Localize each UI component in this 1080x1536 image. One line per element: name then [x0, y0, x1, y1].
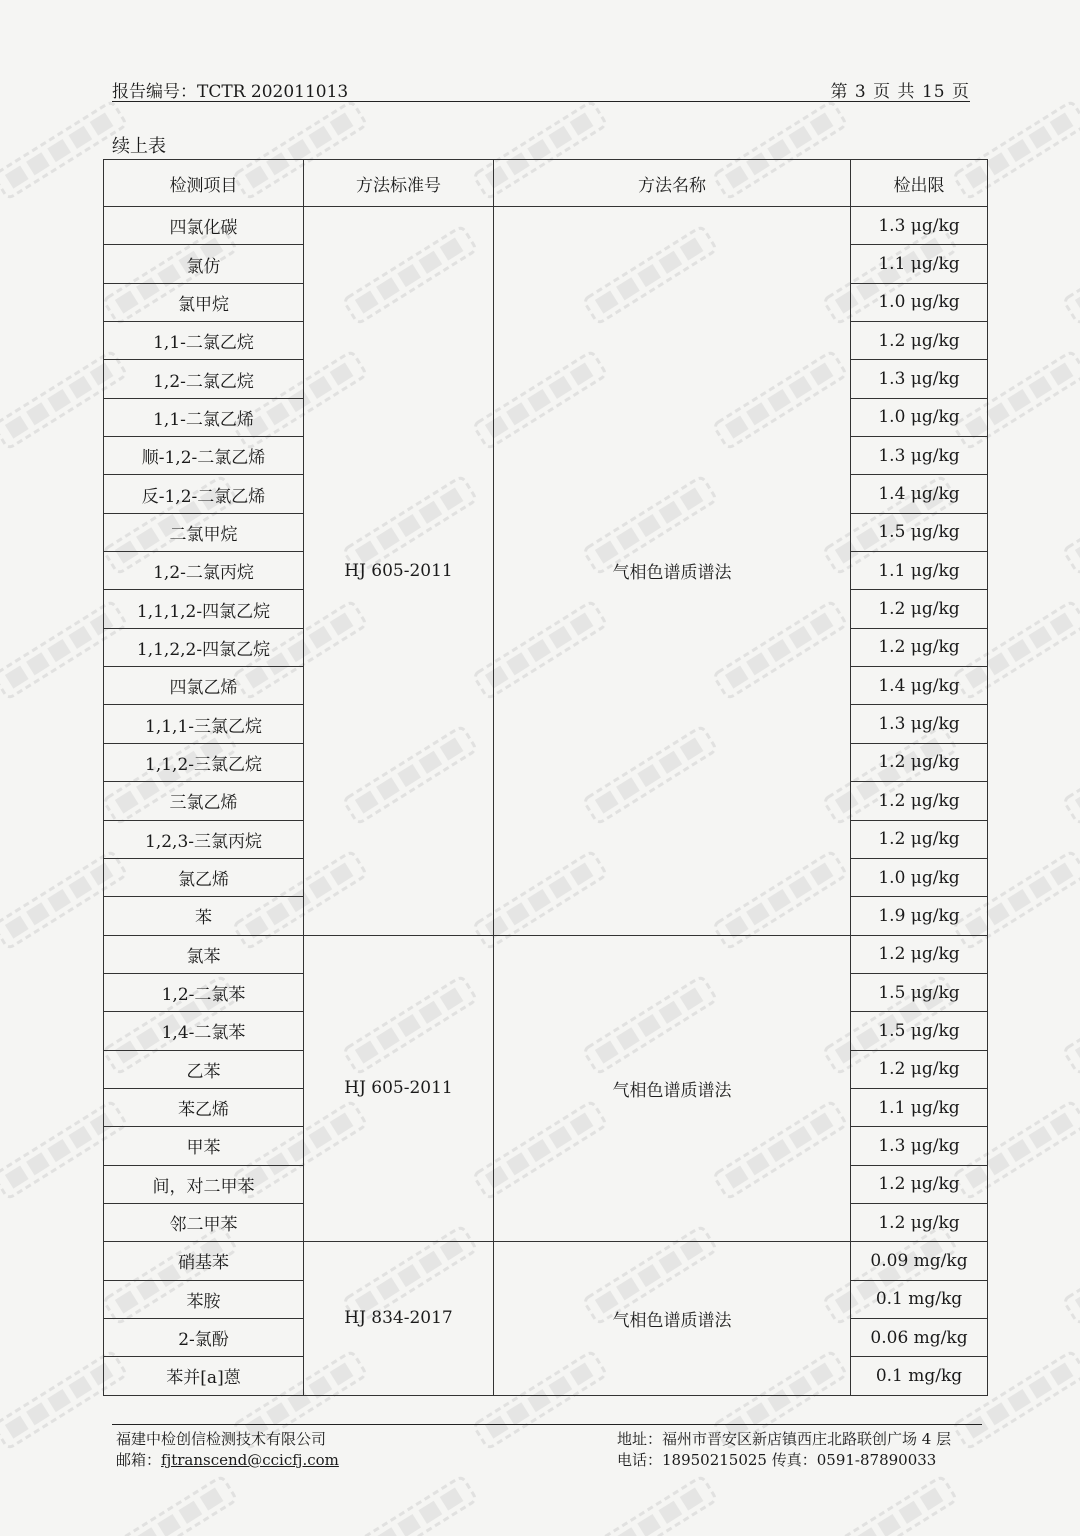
- cell-limit: 1.3 μg/kg: [851, 207, 988, 245]
- cell-item: 苯乙烯: [104, 1088, 304, 1126]
- cell-item: 三氯乙烯: [104, 782, 304, 820]
- cell-standard: HJ 605-2011: [304, 935, 494, 1242]
- watermark-stamp: [1063, 226, 1080, 324]
- cell-limit: 1.2 μg/kg: [851, 628, 988, 666]
- cell-item: 1,1,1,2-四氯乙烷: [104, 590, 304, 628]
- cell-item: 1,1,2-三氯乙烷: [104, 743, 304, 781]
- cell-item: 硝基苯: [104, 1242, 304, 1280]
- cell-limit: 1.0 μg/kg: [851, 283, 988, 321]
- email-link[interactable]: fjtranscend@ccicfj.com: [161, 1451, 339, 1469]
- page-footer: [112, 1424, 982, 1471]
- cell-limit: 0.09 mg/kg: [851, 1242, 988, 1280]
- table-header-row: [104, 160, 988, 207]
- cell-limit: 1.4 μg/kg: [851, 667, 988, 705]
- cell-limit: 1.2 μg/kg: [851, 935, 988, 973]
- watermark-stamp: [103, 1476, 237, 1536]
- cell-item: 1,2,3-三氯丙烷: [104, 820, 304, 858]
- cell-limit: 1.3 μg/kg: [851, 1127, 988, 1165]
- watermark-stamp: [823, 1476, 957, 1536]
- cell-item: 1,1-二氯乙烯: [104, 398, 304, 436]
- watermark-stamp: [1063, 726, 1080, 824]
- cell-limit: 0.1 mg/kg: [851, 1280, 988, 1318]
- cell-method: 气相色谱质谱法: [494, 935, 851, 1242]
- cell-limit: 1.5 μg/kg: [851, 513, 988, 551]
- cell-item: 苯: [104, 897, 304, 935]
- cell-item: 四氯乙烯: [104, 667, 304, 705]
- column-header-method: 方法名称: [494, 160, 851, 207]
- cell-item: 1,4-二氯苯: [104, 1012, 304, 1050]
- table-row: [104, 1242, 988, 1280]
- cell-limit: 1.2 μg/kg: [851, 590, 988, 628]
- watermark-stamp: [583, 1476, 717, 1536]
- watermark-stamp: [1063, 476, 1080, 574]
- page-header: [112, 77, 970, 102]
- cell-limit: 1.0 μg/kg: [851, 398, 988, 436]
- cell-item: 1,2-二氯丙烷: [104, 552, 304, 590]
- company-address: 地址：福州市晋安区新店镇西庄北路联创广场 4 层: [617, 1430, 952, 1448]
- report-number: 报告编号：TCTR 202011013: [112, 82, 349, 102]
- detection-limits-table: [103, 159, 988, 1396]
- cell-limit: 1.2 μg/kg: [851, 322, 988, 360]
- column-header-limit: 检出限: [851, 160, 988, 207]
- cell-limit: 1.1 μg/kg: [851, 552, 988, 590]
- company-phone-fax: 电话：18950215025 传真：0591-87890033: [617, 1451, 937, 1469]
- cell-item: 邻二甲苯: [104, 1203, 304, 1241]
- cell-item: 四氯化碳: [104, 207, 304, 245]
- cell-limit: 1.9 μg/kg: [851, 897, 988, 935]
- cell-item: 顺-1,2-二氯乙烯: [104, 437, 304, 475]
- cell-item: 氯苯: [104, 935, 304, 973]
- cell-item: 氯甲烷: [104, 283, 304, 321]
- cell-item: 1,2-二氯苯: [104, 973, 304, 1011]
- cell-item: 氯仿: [104, 245, 304, 283]
- cell-item: 甲苯: [104, 1127, 304, 1165]
- cell-item: 氯乙烯: [104, 858, 304, 896]
- page-number: 第 3 页 共 15 页: [830, 82, 970, 102]
- cell-limit: 1.4 μg/kg: [851, 475, 988, 513]
- cell-item: 间，对二甲苯: [104, 1165, 304, 1203]
- cell-limit: 1.3 μg/kg: [851, 360, 988, 398]
- cell-method: 气相色谱质谱法: [494, 1242, 851, 1395]
- cell-limit: 1.1 μg/kg: [851, 1088, 988, 1126]
- continued-label: 续上表: [112, 136, 166, 157]
- cell-item: 2-氯酚: [104, 1318, 304, 1356]
- column-header-standard: 方法标准号: [304, 160, 494, 207]
- cell-item: 反-1,2-二氯乙烯: [104, 475, 304, 513]
- cell-limit: 1.1 μg/kg: [851, 245, 988, 283]
- cell-limit: 0.1 mg/kg: [851, 1357, 988, 1395]
- table-row: [104, 935, 988, 973]
- column-header-item: 检测项目: [104, 160, 304, 207]
- watermark-stamp: [1063, 1226, 1080, 1324]
- cell-limit: 1.0 μg/kg: [851, 858, 988, 896]
- cell-method: 气相色谱质谱法: [494, 207, 851, 936]
- table-row: [104, 207, 988, 245]
- cell-item: 二氯甲烷: [104, 513, 304, 551]
- company-name: 福建中检创信检测技术有限公司: [116, 1430, 327, 1448]
- table-body: [104, 207, 988, 1396]
- cell-item: 1,1-二氯乙烷: [104, 322, 304, 360]
- watermark-stamp: [1063, 976, 1080, 1074]
- cell-standard: HJ 605-2011: [304, 207, 494, 936]
- cell-item: 苯并[a]蒽: [104, 1357, 304, 1395]
- watermark-stamp: [1063, 1476, 1080, 1536]
- company-email-block: [116, 1450, 339, 1471]
- cell-standard: HJ 834-2017: [304, 1242, 494, 1395]
- cell-limit: 1.2 μg/kg: [851, 1165, 988, 1203]
- cell-item: 1,1,1-三氯乙烷: [104, 705, 304, 743]
- cell-limit: 0.06 mg/kg: [851, 1318, 988, 1356]
- cell-limit: 1.5 μg/kg: [851, 973, 988, 1011]
- cell-limit: 1.2 μg/kg: [851, 1050, 988, 1088]
- cell-limit: 1.2 μg/kg: [851, 820, 988, 858]
- cell-limit: 1.2 μg/kg: [851, 782, 988, 820]
- cell-limit: 1.5 μg/kg: [851, 1012, 988, 1050]
- cell-item: 1,2-二氯乙烷: [104, 360, 304, 398]
- cell-item: 乙苯: [104, 1050, 304, 1088]
- watermark-stamp: [343, 1476, 477, 1536]
- cell-limit: 1.2 μg/kg: [851, 743, 988, 781]
- cell-limit: 1.2 μg/kg: [851, 1203, 988, 1241]
- email-label: 邮箱：: [116, 1451, 162, 1469]
- cell-item: 1,1,2,2-四氯乙烷: [104, 628, 304, 666]
- cell-item: 苯胺: [104, 1280, 304, 1318]
- cell-limit: 1.3 μg/kg: [851, 437, 988, 475]
- cell-limit: 1.3 μg/kg: [851, 705, 988, 743]
